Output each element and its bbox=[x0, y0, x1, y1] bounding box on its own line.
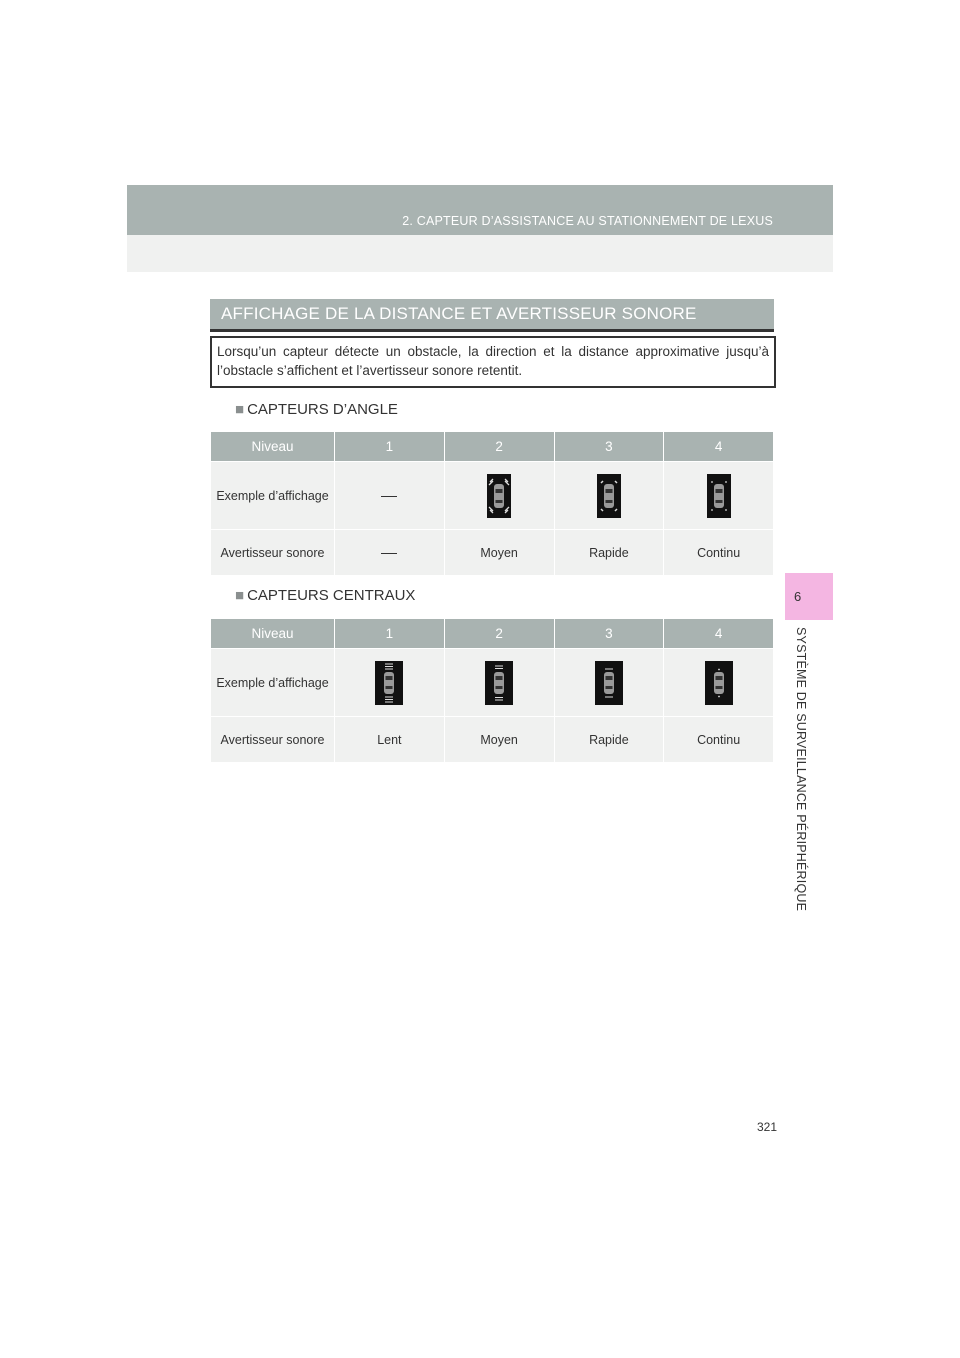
sound-cell-2: Moyen bbox=[444, 530, 554, 576]
car-center-sensor-level4-icon bbox=[705, 661, 733, 705]
car-corner-sensor-level2-icon bbox=[487, 474, 511, 518]
dash-icon bbox=[381, 553, 397, 554]
sound-cell-1 bbox=[335, 530, 445, 576]
sound-cell-3: Rapide bbox=[554, 717, 664, 763]
sound-label: Avertisseur sonore bbox=[211, 530, 335, 576]
square-bullet-icon: ■ bbox=[235, 587, 245, 604]
corner-sensors-heading bbox=[235, 401, 398, 418]
level-4: 4 bbox=[664, 619, 774, 649]
sound-row bbox=[211, 717, 774, 763]
corner-sensors-heading-text: CAPTEURS D’ANGLE bbox=[247, 401, 398, 418]
sound-label: Avertisseur sonore bbox=[211, 717, 335, 763]
display-cell-3 bbox=[554, 462, 664, 530]
display-cell-2 bbox=[444, 462, 554, 530]
level-3: 3 bbox=[554, 619, 664, 649]
intro-paragraph: Lorsqu’un capteur détecte un obstacle, la direction et la distance approximative jusqu’à l’obstacle s’affichent et l’avertisseur sonore retentit. bbox=[210, 336, 776, 388]
level-1: 1 bbox=[335, 619, 445, 649]
chapter-tab bbox=[785, 573, 833, 620]
car-center-sensor-level3-icon bbox=[595, 661, 623, 705]
center-sensors-heading bbox=[235, 587, 415, 604]
level-header: Niveau bbox=[211, 432, 335, 462]
level-2: 2 bbox=[444, 619, 554, 649]
chapter-header bbox=[127, 185, 833, 235]
chapter-number: 6 bbox=[794, 589, 802, 604]
display-example-label: Exemple d’affichage bbox=[211, 649, 335, 717]
level-1: 1 bbox=[335, 432, 445, 462]
car-center-sensor-level1-icon bbox=[375, 661, 403, 705]
car-center-sensor-level2-icon bbox=[485, 661, 513, 705]
chapter-title: 2. CAPTEUR D’ASSISTANCE AU STATIONNEMENT DE LEXUS bbox=[402, 214, 773, 228]
chapter-side-label: SYSTÈME DE SURVEILLANCE PÉRIPHÉRIQUE bbox=[794, 627, 808, 912]
display-cell-2 bbox=[444, 649, 554, 717]
section-title-bar bbox=[210, 299, 774, 332]
display-row bbox=[211, 462, 774, 530]
table-header-row bbox=[211, 432, 774, 462]
square-bullet-icon: ■ bbox=[235, 401, 245, 418]
car-corner-sensor-level3-icon bbox=[597, 474, 621, 518]
sound-row bbox=[211, 530, 774, 576]
sound-cell-2: Moyen bbox=[444, 717, 554, 763]
dash-icon bbox=[381, 496, 397, 497]
sound-cell-4: Continu bbox=[664, 530, 774, 576]
center-sensors-table bbox=[210, 618, 774, 763]
corner-sensors-table bbox=[210, 431, 774, 576]
section-title: AFFICHAGE DE LA DISTANCE ET AVERTISSEUR SONORE bbox=[221, 304, 697, 323]
car-corner-sensor-level4-icon bbox=[707, 474, 731, 518]
display-cell-4 bbox=[664, 462, 774, 530]
display-cell-1 bbox=[335, 462, 445, 530]
sound-cell-4: Continu bbox=[664, 717, 774, 763]
table-header-row bbox=[211, 619, 774, 649]
level-header: Niveau bbox=[211, 619, 335, 649]
sound-cell-3: Rapide bbox=[554, 530, 664, 576]
page-number: 321 bbox=[757, 1120, 778, 1134]
level-2: 2 bbox=[444, 432, 554, 462]
header-underband bbox=[127, 235, 833, 272]
level-3: 3 bbox=[554, 432, 664, 462]
display-cell-1 bbox=[335, 649, 445, 717]
level-4: 4 bbox=[664, 432, 774, 462]
display-row bbox=[211, 649, 774, 717]
display-cell-4 bbox=[664, 649, 774, 717]
sound-cell-1: Lent bbox=[335, 717, 445, 763]
center-sensors-heading-text: CAPTEURS CENTRAUX bbox=[247, 587, 416, 604]
display-cell-3 bbox=[554, 649, 664, 717]
display-example-label: Exemple d’affichage bbox=[211, 462, 335, 530]
